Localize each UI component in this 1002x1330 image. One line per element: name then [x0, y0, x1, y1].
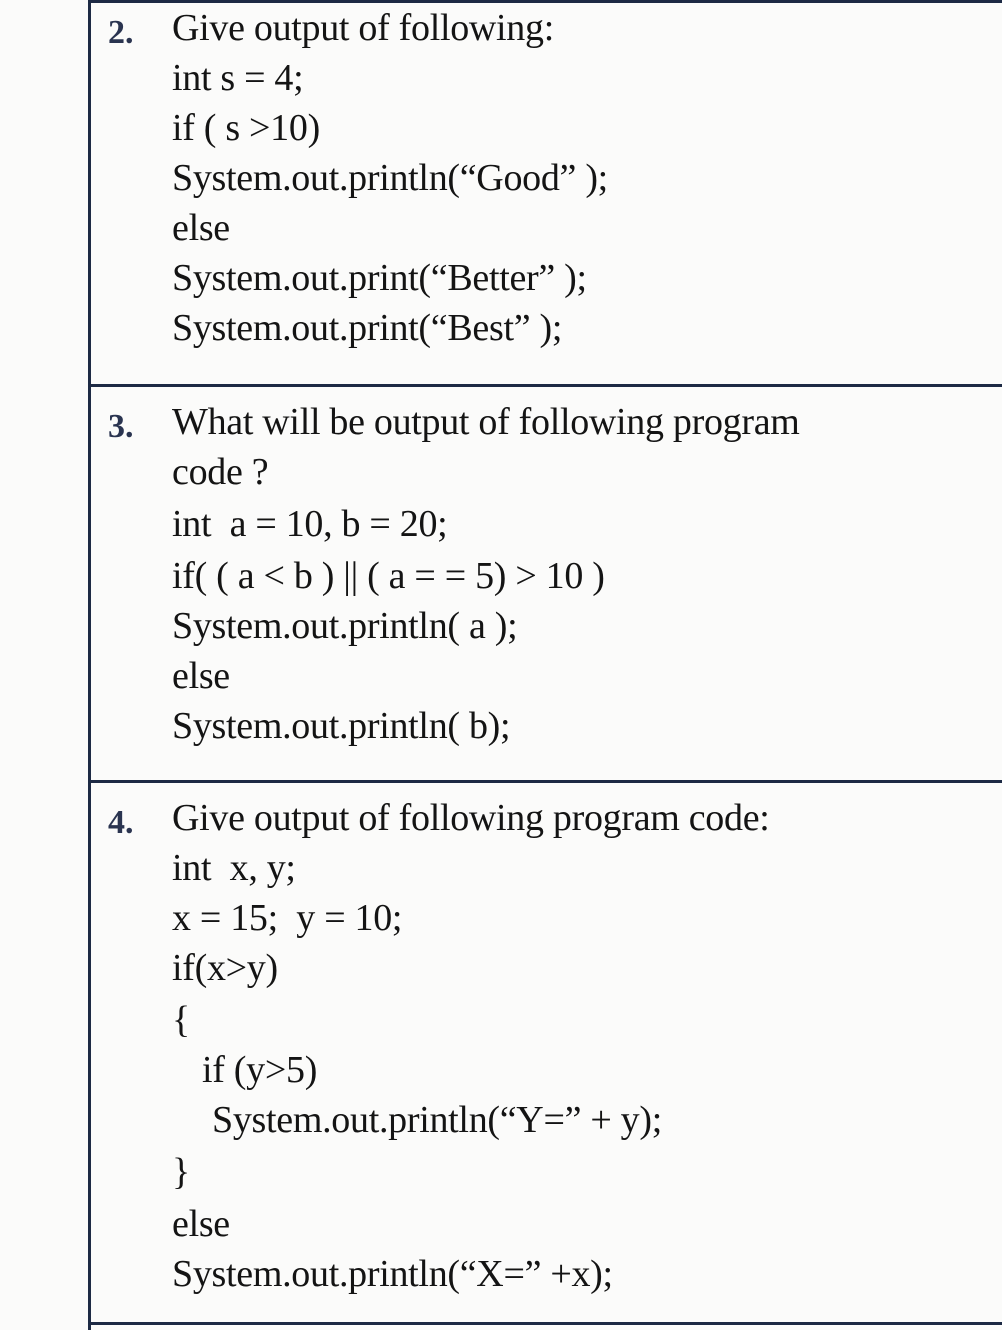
code-line: x = 15; y = 10; [172, 897, 403, 939]
row-divider [88, 780, 1002, 783]
code-line: if( ( a < b ) || ( a = = 5) > 10 ) [172, 555, 605, 597]
code-line: System.out.println( a ); [172, 605, 518, 647]
code-line: System.out.print(“Best” ); [172, 307, 563, 349]
question-title: Give output of following program code: [172, 797, 770, 839]
question-number: 3. [108, 408, 134, 445]
code-line: System.out.print(“Better” ); [172, 257, 587, 299]
question-title: Give output of following: [172, 7, 554, 49]
code-line: System.out.println( b); [172, 705, 511, 747]
code-line: int s = 4; [172, 57, 304, 99]
code-line: if(x>y) [172, 947, 278, 989]
code-line: System.out.println(“Y=” + y); [212, 1099, 662, 1141]
code-line: else [172, 655, 230, 697]
code-line: else [172, 207, 230, 249]
code-line: { [172, 999, 190, 1041]
question-title-continued: code ? [172, 451, 269, 493]
question-number: 2. [108, 14, 134, 51]
code-line: int a = 10, b = 20; [172, 503, 448, 545]
code-line: else [172, 1203, 230, 1245]
code-line: } [172, 1151, 190, 1193]
row-divider [88, 384, 1002, 387]
question-title: What will be output of following program [172, 401, 800, 443]
code-line: int x, y; [172, 847, 296, 889]
code-line: if ( s >10) [172, 107, 320, 149]
table-top-rule [88, 0, 1002, 3]
row-divider [88, 1322, 1002, 1325]
code-line: if (y>5) [202, 1049, 318, 1091]
code-line: System.out.println(“X=” +x); [172, 1253, 613, 1295]
question-number: 4. [108, 804, 134, 841]
code-line: System.out.println(“Good” ); [172, 157, 608, 199]
